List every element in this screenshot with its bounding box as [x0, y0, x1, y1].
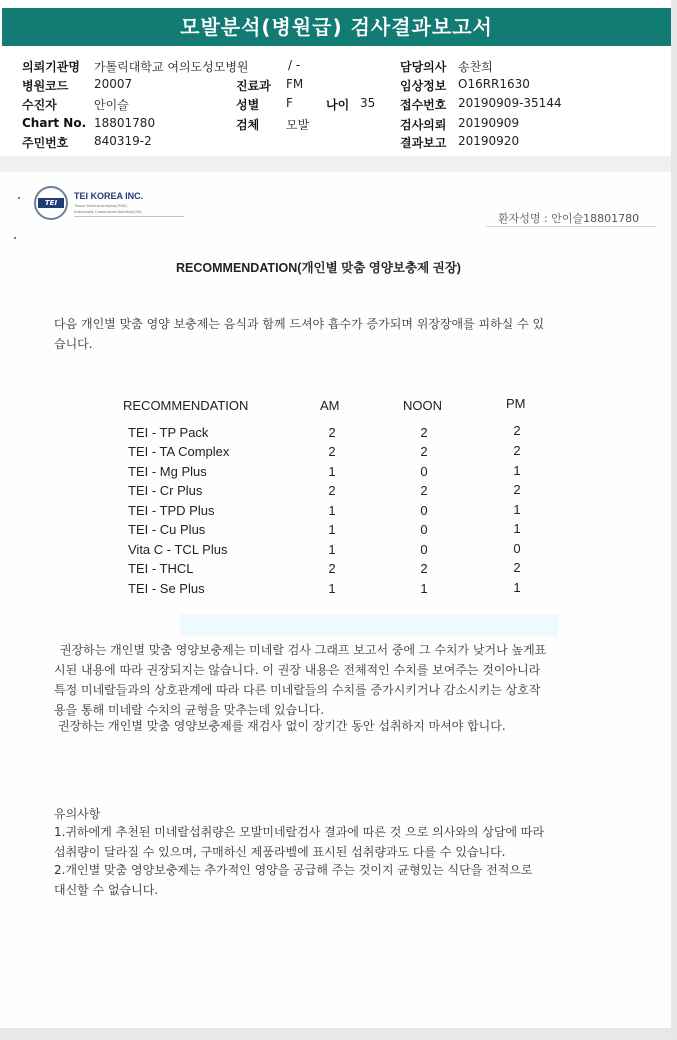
clinical-value: O16RR1630 — [458, 77, 530, 91]
caution-title: 유의사항 — [54, 807, 101, 821]
report-value: 20190920 — [458, 134, 520, 148]
caution-line-1a: 1.귀하에게 추천된 미네랄섭취량은 모발미네랄검사 결과에 따른 것 으로 의사와의 상담에 따라 — [54, 825, 545, 839]
col-header-name: RECOMMENDATION — [123, 398, 249, 413]
scan-speck — [18, 197, 20, 199]
row-pm: 1 — [513, 580, 521, 595]
row-noon: 0 — [420, 542, 428, 557]
logo-tagline-1: Tissue Mineral Analysis(TMA) — [74, 203, 127, 208]
row-pm: 1 — [513, 521, 521, 536]
dept-value: FM — [286, 77, 304, 91]
logo-underline — [74, 216, 184, 217]
patient-info-section — [0, 50, 671, 156]
caution-line-2a: 2.개인별 맞춤 영양보충제는 추가적인 영양을 공급해 주는 것이지 균형있는 식단을 전적으로 — [54, 863, 533, 877]
row-name: TEI - Cu Plus — [128, 522, 206, 537]
row-am: 1 — [328, 522, 336, 537]
header-bar — [0, 0, 677, 48]
receipt-label: 접수번호 — [400, 98, 447, 112]
row-noon: 0 — [420, 464, 428, 479]
scan-speck — [14, 237, 16, 239]
sex-value: F — [286, 96, 293, 110]
row-am: 2 — [328, 483, 336, 498]
tei-logo — [34, 186, 152, 220]
specimen-value: 모발 — [286, 118, 310, 132]
note-line-2: 시된 내용에 따라 권장되지는 않습니다. 이 권장 내용은 전체적인 수치를 보여주는 것이아니라 — [54, 663, 541, 677]
doctor-value: 송찬희 — [458, 60, 493, 74]
right-scroll-edge — [671, 0, 677, 1040]
row-name: TEI - TP Pack — [128, 425, 209, 440]
note-line-3: 특정 미네랄들과의 상호관계에 따라 다른 미네랄들의 수치를 증가시키거나 감소시키는 상호작 — [54, 683, 541, 697]
col-header-am: AM — [320, 398, 340, 413]
row-name: TEI - Mg Plus — [128, 464, 207, 479]
row-am: 1 — [328, 503, 336, 518]
row-name: TEI - THCL — [128, 561, 194, 576]
row-name: Vita C - TCL Plus — [128, 542, 228, 557]
col-header-noon: NOON — [403, 398, 442, 413]
row-am: 2 — [328, 561, 336, 576]
row-name: TEI - TA Complex — [128, 444, 230, 459]
id-label: 주민번호 — [22, 136, 69, 150]
row-pm: 1 — [513, 463, 521, 478]
intro-line-1: 다음 개인별 맞춤 영양 보충제는 음식과 함께 드셔야 흡수가 증가되며 위장장애를 피하실 수 있 — [54, 317, 545, 331]
row-name: TEI - TPD Plus — [128, 503, 215, 518]
intro-line-2: 습니다. — [54, 337, 93, 351]
report-title: 모발분석(병원급) 검사결과보고서 — [2, 8, 671, 46]
row-pm: 2 — [513, 443, 521, 458]
row-pm: 2 — [513, 423, 521, 438]
specimen-label: 검체 — [236, 118, 260, 132]
doctor-label: 담당의사 — [400, 60, 447, 74]
examinee-label: 수진자 — [22, 98, 57, 112]
row-am: 2 — [328, 444, 336, 459]
logo-badge: TEI — [38, 198, 64, 208]
row-noon: 2 — [420, 444, 428, 459]
scan-artifact — [180, 614, 558, 636]
note-line-4: 용을 통해 미네랄 수치의 균형을 맞추는데 있습니다. — [54, 703, 325, 717]
recommendation-title: RECOMMENDATION(개인별 맞춤 영양보충제 권장) — [176, 261, 461, 275]
hospital-code-value: 20007 — [94, 77, 133, 91]
id-value: 840319-2 — [94, 134, 152, 148]
receipt-value: 20190909-35144 — [458, 96, 562, 110]
institution-label: 의뢰기관명 — [22, 60, 80, 74]
institution-extra: / - — [288, 58, 301, 72]
report-label: 결과보고 — [400, 136, 447, 150]
chart-label: Chart No. — [22, 116, 87, 130]
note-line-5: 권장하는 개인별 맞춤 영양보충제를 재검사 없이 장기간 동안 섭취하지 마셔야 합니다. — [58, 719, 506, 733]
patient-name: 환자성명 : 안이슬18801780 — [498, 212, 640, 225]
chart-value: 18801780 — [94, 116, 156, 130]
hospital-code-label: 병원코드 — [22, 79, 69, 93]
request-label: 검사의뢰 — [400, 118, 447, 132]
request-value: 20190909 — [458, 116, 520, 130]
scanned-report-page — [0, 172, 671, 1028]
row-noon: 2 — [420, 483, 428, 498]
clinical-label: 임상정보 — [400, 79, 447, 93]
col-header-pm: PM — [506, 396, 526, 411]
row-pm: 0 — [513, 541, 521, 556]
age-label: 나이 — [326, 98, 350, 112]
age-value: 35 — [360, 96, 376, 110]
bottom-strip — [0, 1028, 677, 1040]
row-am: 1 — [328, 581, 336, 596]
row-noon: 0 — [420, 503, 428, 518]
row-noon: 2 — [420, 561, 428, 576]
row-noon: 1 — [420, 581, 428, 596]
row-am: 2 — [328, 425, 336, 440]
patient-underline — [486, 226, 656, 227]
section-divider — [0, 156, 671, 172]
dept-label: 진료과 — [236, 79, 271, 93]
note-line-1: 권장하는 개인별 맞춤 영양보충제는 미네랄 검사 그래프 보고서 중에 그 수치가 낮거나 높게표 — [60, 643, 547, 657]
row-am: 1 — [328, 464, 336, 479]
row-pm: 2 — [513, 560, 521, 575]
row-pm: 1 — [513, 502, 521, 517]
examinee-value: 안이슬 — [94, 98, 129, 112]
row-pm: 2 — [513, 482, 521, 497]
row-am: 1 — [328, 542, 336, 557]
logo-company-name: TEI KOREA INC. — [74, 191, 144, 201]
caution-line-1b: 섭취량이 달라질 수 있으며, 구매하신 제품라벨에 표시된 섭취량과도 다를 수 있습니다. — [54, 845, 506, 859]
caution-line-2b: 대신할 수 없습니다. — [54, 883, 159, 897]
institution-value: 가톨릭대학교 여의도성모병원 — [94, 60, 249, 74]
sex-label: 성별 — [236, 98, 260, 112]
row-name: TEI - Cr Plus — [128, 483, 203, 498]
row-noon: 0 — [420, 522, 428, 537]
row-noon: 2 — [420, 425, 428, 440]
logo-tagline-2: Individually Customized Nutrition(ICN) — [74, 209, 142, 214]
row-name: TEI - Se Plus — [128, 581, 205, 596]
